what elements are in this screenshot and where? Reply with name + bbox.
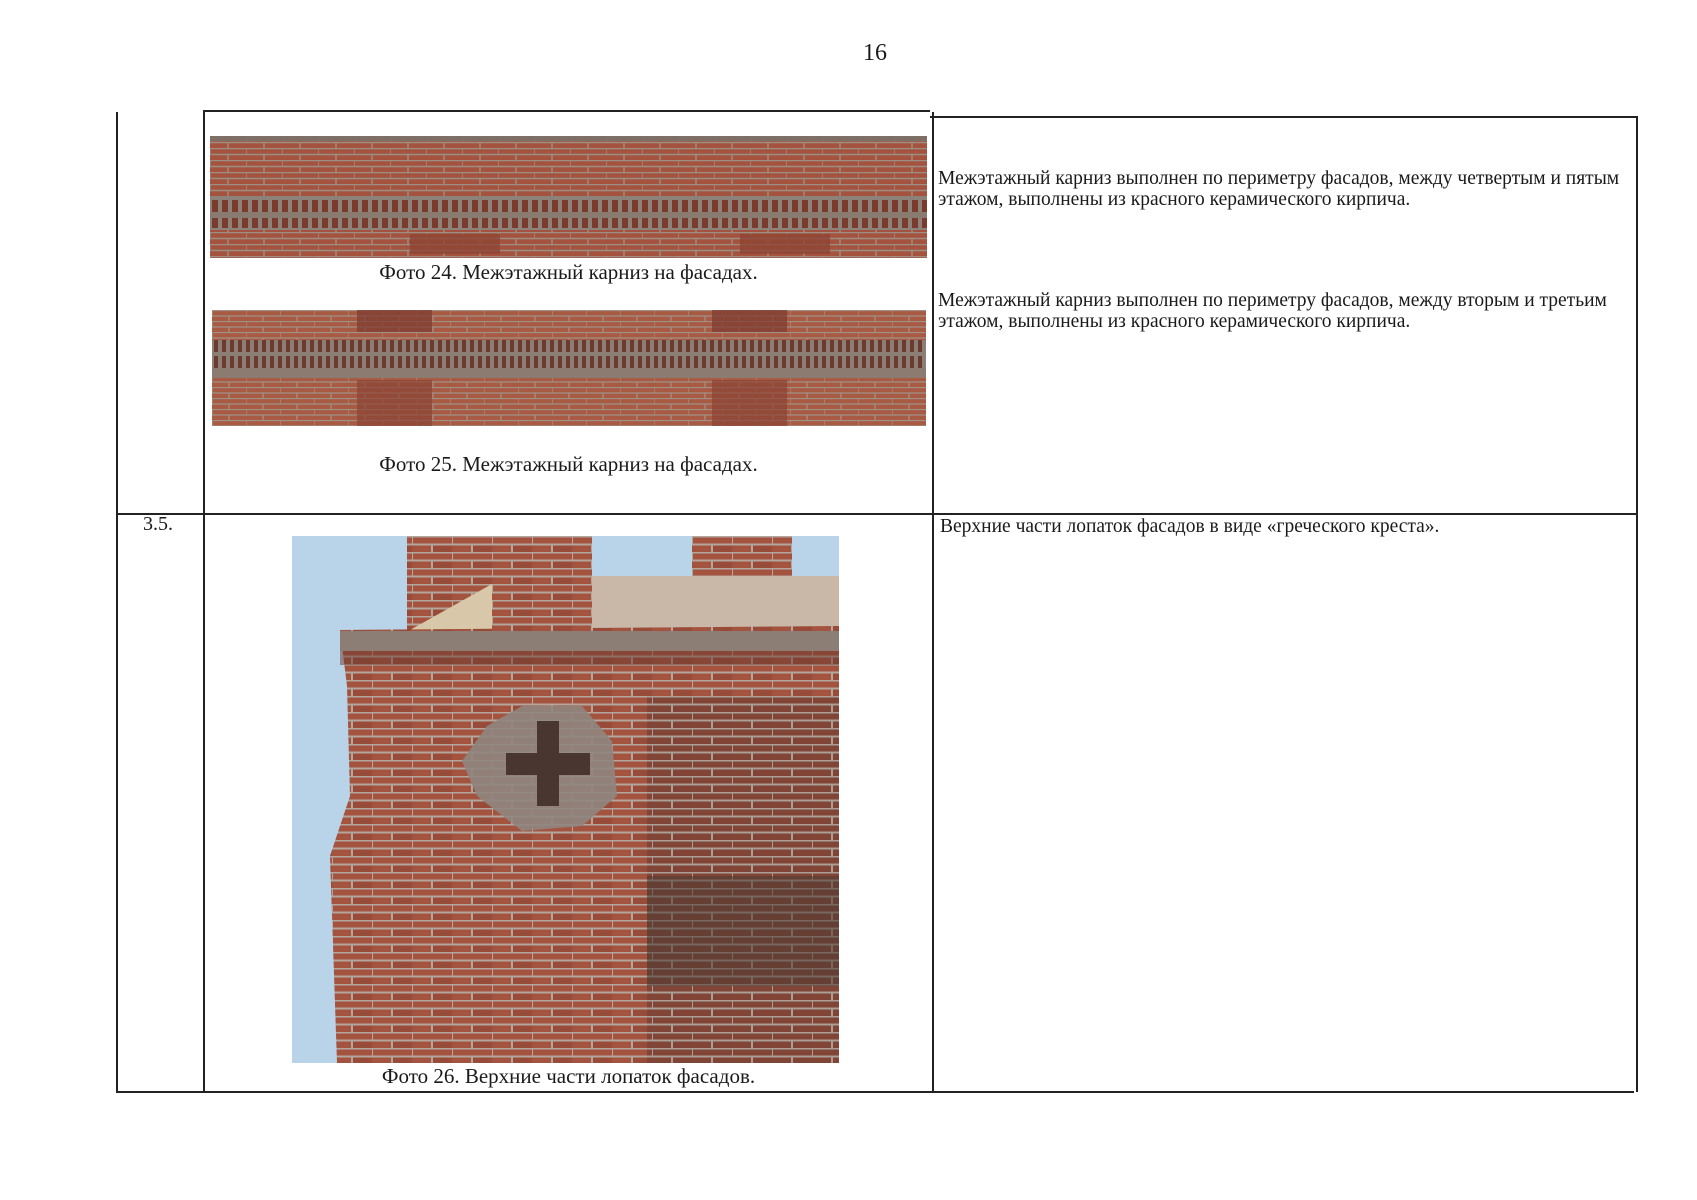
row-description: Верхние части лопаток фасадов в виде «греческого креста». — [940, 516, 1440, 537]
photo-caption: Фото 25. Межэтажный карниз на фасадах. — [379, 452, 758, 476]
page-number: 16 — [863, 40, 887, 66]
photo-caption: Фото 26. Верхние части лопаток фасадов. — [381, 1064, 756, 1088]
photo-caption: Фото 24. Межэтажный карниз на фасадах. — [379, 260, 758, 284]
pilaster-photo-26 — [292, 536, 839, 1063]
row-number: 3.5. — [143, 513, 173, 535]
row-description: Межэтажный карниз выполнен по периметру фасадов, между вторым и третьим этажом, выполнены из красного керамического кирпича. — [938, 290, 1607, 332]
cornice-photo-24 — [210, 136, 927, 258]
row-description: Межэтажный карниз выполнен по периметру фасадов, между четвертым и пятым этажом, выполнены из красного керамического кирпича. — [938, 168, 1620, 210]
cornice-photo-25 — [212, 310, 926, 426]
